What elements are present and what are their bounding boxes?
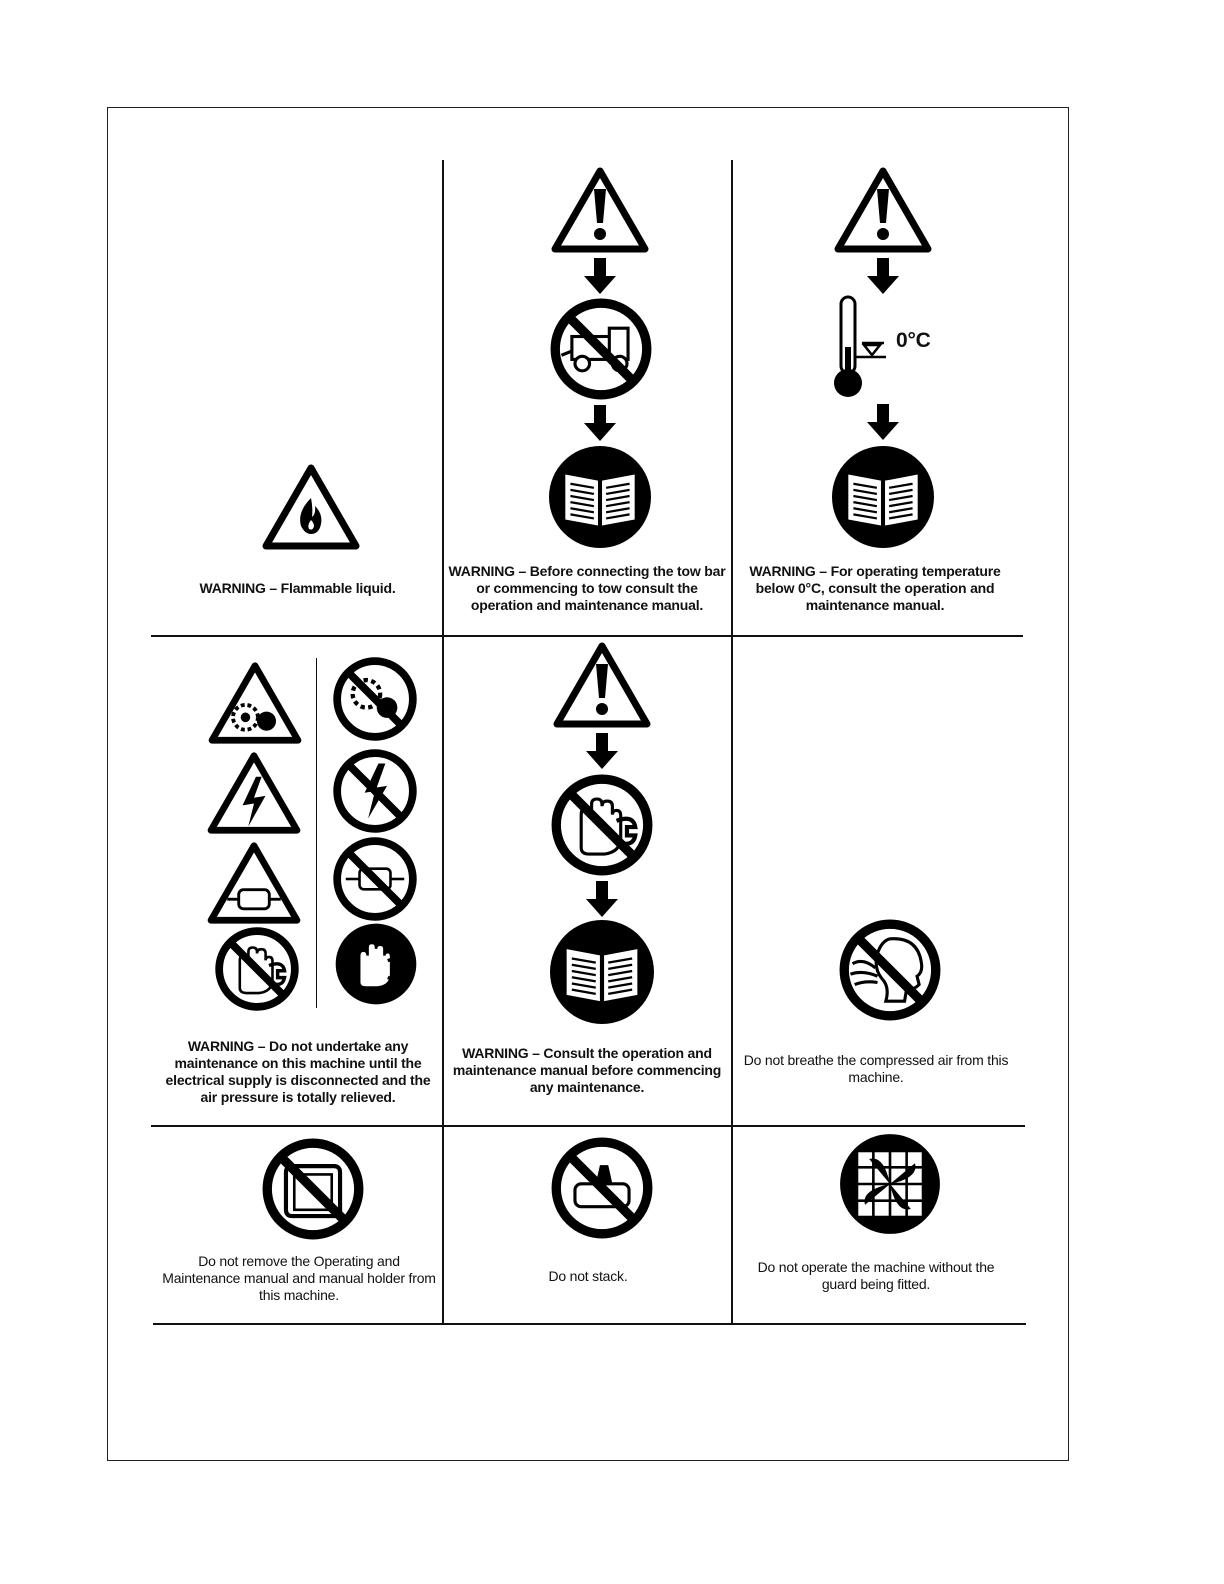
- thermometer-sign: [828, 295, 892, 399]
- row-divider: [153, 1323, 1026, 1325]
- no-maintenance-sign: [550, 773, 654, 877]
- manual-sign: [832, 446, 934, 548]
- no-maintenance-sign: [214, 926, 300, 1012]
- row-divider: [151, 635, 1023, 637]
- warning-triangle-icon: [550, 165, 650, 255]
- no-maintenance-hand-icon: [550, 773, 654, 877]
- flammable-sign: [261, 462, 361, 552]
- arrow-down-icon: [867, 404, 899, 440]
- no-stack-icon: [550, 1136, 654, 1240]
- no-gears-sign: [332, 656, 418, 742]
- arrow-down-icon: [584, 258, 616, 294]
- caption-maintenance-disconnect: WARNING – Do not undertake any maintenance on this machine until the electrical supply is disconnected and the air pressure is totally relieved.: [165, 1038, 431, 1105]
- row-divider: [151, 1125, 1025, 1127]
- no-maintenance-hand-icon: [214, 926, 300, 1012]
- manual-sign: [549, 446, 651, 548]
- arrow: [867, 258, 899, 294]
- arrow-down-icon: [586, 733, 618, 769]
- inner-divider: [316, 658, 317, 1008]
- arrow-down-icon: [584, 405, 616, 441]
- arrow-down-icon: [867, 258, 899, 294]
- no-tow-sign: [549, 297, 653, 401]
- temperature-value: 0°C: [896, 329, 931, 352]
- column-divider: [731, 160, 733, 1325]
- warning-sign: [833, 165, 933, 255]
- caption-tow: WARNING – Before connecting the tow bar or commencing to tow consult the operation and maintenance manual.: [448, 563, 726, 613]
- open-book-icon: [550, 920, 654, 1024]
- no-pressure-sign: [332, 836, 418, 922]
- column-divider: [442, 160, 444, 1325]
- no-electric-icon: [332, 748, 418, 834]
- no-breathe-sign: [838, 918, 942, 1022]
- open-book-icon: [832, 446, 934, 548]
- caption-consult-manual: WARNING – Consult the operation and maintenance manual before commencing any maintenance.: [452, 1045, 722, 1095]
- arrow: [586, 881, 618, 917]
- no-gears-icon: [332, 656, 418, 742]
- gears-warning-sign: [207, 660, 303, 746]
- warning-sign: [550, 165, 650, 255]
- warning-sign: [552, 640, 652, 730]
- caption-no-breathe: Do not breathe the compressed air from this machine.: [743, 1052, 1009, 1085]
- electric-warning-sign: [206, 750, 302, 836]
- flammable-icon: [261, 462, 361, 552]
- guard-sign: [838, 1132, 942, 1236]
- thermometer-icon: [828, 295, 892, 399]
- pressure-vessel-warning-icon: [206, 840, 302, 926]
- gears-warning-icon: [207, 660, 303, 746]
- caption-no-stack: Do not stack.: [548, 1268, 628, 1284]
- arrow: [586, 733, 618, 769]
- mandatory-maintenance-sign: [334, 922, 418, 1006]
- arrow: [867, 404, 899, 440]
- no-stack-sign: [550, 1136, 654, 1240]
- arrow: [584, 258, 616, 294]
- caption-temperature: WARNING – For operating temperature below 0°C, consult the operation and maintenance manual.: [749, 563, 1001, 613]
- caption-flammable: WARNING – Flammable liquid.: [199, 580, 396, 596]
- pressure-warning-sign: [206, 840, 302, 926]
- no-remove-manual-sign: [261, 1137, 365, 1241]
- maintenance-hand-icon: [334, 922, 418, 1006]
- no-breathe-air-icon: [838, 918, 942, 1022]
- arrow: [584, 405, 616, 441]
- caption-guard: Do not operate the machine without the guard being fitted.: [757, 1259, 995, 1292]
- open-book-icon: [549, 446, 651, 548]
- warning-triangle-icon: [833, 165, 933, 255]
- no-pressure-vessel-icon: [332, 836, 418, 922]
- no-remove-manual-holder-icon: [261, 1137, 365, 1241]
- electric-warning-icon: [206, 750, 302, 836]
- caption-manual-holder: Do not remove the Operating and Maintenance manual and manual holder from this machine.: [162, 1253, 436, 1303]
- warning-triangle-icon: [552, 640, 652, 730]
- no-electric-sign: [332, 748, 418, 834]
- arrow-down-icon: [586, 881, 618, 917]
- fan-guard-icon: [838, 1132, 942, 1236]
- manual-sign: [550, 920, 654, 1024]
- no-tow-vehicle-icon: [549, 297, 653, 401]
